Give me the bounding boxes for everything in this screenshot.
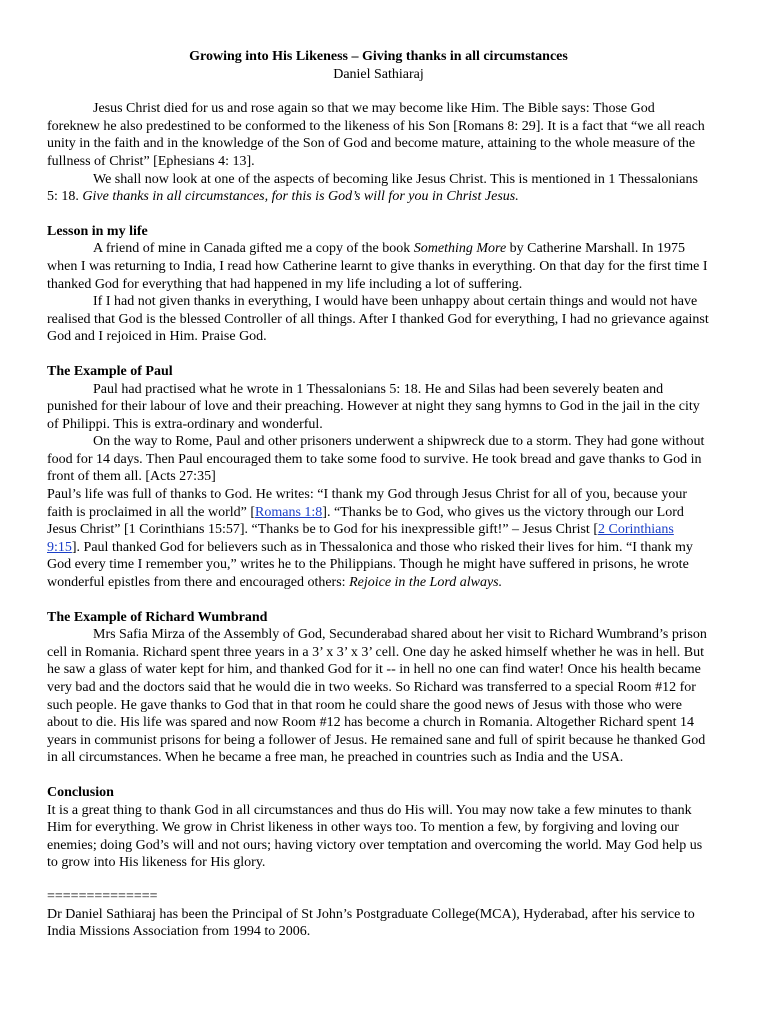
intro-paragraph-2-text: We shall now look at one of the aspects of becoming like Jesus Christ. This is mentioned in 1 Thessalonians 5: 18. [47, 171, 698, 205]
paul-paragraph-3 [47, 486, 710, 592]
document-title: Growing into His Likeness – Giving thanks in all circumstances [189, 49, 568, 64]
wumbrand-heading: The Example of Richard Wumbrand [47, 609, 268, 625]
paul-paragraph-3-part-c: ]. Paul thanked God for believers such as in Thessalonica and those who risked their lives for him. “I thank my God every time I remember you,” writes he to the Philippians. Though he might have suffered in prisons, he wrote wonderful epistles from there and encouraged others: [47, 539, 693, 591]
paul-paragraph-3-part-a: Paul’s life was full of thanks to God. He writes: “I thank my God through Jesus Christ for all of you, because your faith is proclaimed in all the world” [ [47, 487, 688, 520]
footer-separator: ============== [47, 888, 158, 904]
conclusion-paragraph: It is a great thing to thank God in all circumstances and thus do His will. You may now take a few minutes to thank Him for everything. We grow in Christ likeness in other ways too. To mention a few, by forgiving and loving our enemies; doing God’s will and not ours; having victory over temptation and overcoming the world. May God help us to grow into His likeness for His glory. [47, 802, 703, 871]
book-title: Something More [413, 241, 507, 257]
lesson-paragraph-2: If I had not given thanks in everything, I would have been unhappy about certain things and would not have realised that God is the blessed Controller of all things. After I thanked God for everything, I had no grievance against God and I rejoiced in Him. Praise God. [47, 294, 709, 345]
rejoice-quote: Rejoice in the Lord always. [349, 575, 503, 591]
paul-paragraph-2: On the way to Rome, Paul and other prisoners underwent a shipwreck due to a storm. They had gone without food for 14 days. Then Paul encouraged them to take some food to survive. He took bread and gave thanks to God in front of them all. [Acts 27:35] [47, 434, 705, 485]
wumbrand-paragraph: Mrs Safia Mirza of the Assembly of God, Secunderabad shared about her visit to Richard Wumbrand’s prison cell in Romania. Richard spent three years in a 3’ x 3’ x 3’ cell. One day he asked himself whether he was in hell. But he saw a glass of water kept for him, and thanked God for it -- in hell no one can find water! Once his health became very bad and the doctors said that he would die in two weeks. So Richard was transferred to a special Room #12 for such people. He gave thanks to God that in that room he could share the good news of Jesus with those who were about to die. His life was spared and now Room #12 has become a church in Romania. Altogether Richard spent 14 years in communist prisons for being a follower of Jesus. He remained sane and full of spirit because he thanked God in all circumstances. When he became a free man, he preached in countries such as India and the USA. [47, 627, 707, 766]
author-bio: Dr Daniel Sathiaraj has been the Principal of St John’s Postgraduate College(MCA), Hyderabad, after his service to India Missions Association from 1994 to 2006. [47, 906, 695, 940]
lesson-paragraph-1-end: by Catherine Marshall. In 1975 when I was returning to India, I read how Catherine learnt to give thanks in everything. On that day for the first time I thanked God for everything that had happened in my life including a lot of suffering. [47, 241, 708, 292]
conclusion-heading: Conclusion [47, 784, 114, 800]
paul-heading: The Example of Paul [47, 363, 173, 379]
intro-scripture-quote: Give thanks in all circumstances, for this is God’s will for you in Christ Jesus. [82, 189, 519, 205]
lesson-heading: Lesson in my life [47, 223, 148, 239]
paul-paragraph-1: Paul had practised what he wrote in 1 Thessalonians 5: 18. He and Silas had been severely beaten and punished for their labour of love and their preaching. However at night they sang hymns to God in the jail in the city of Philippi. This is extra-ordinary and wonderful. [47, 381, 700, 432]
romans-link[interactable]: Romans 1:8 [255, 504, 323, 520]
intro-paragraph-2 [47, 171, 710, 206]
intro-paragraph-1: Jesus Christ died for us and rose again so that we may become like Him. The Bible says: Those God foreknew he also predestined to be conformed to the likeness of his Son [Romans 8: 29]. It is a fact that “we all reach unity in the faith and in the knowledge of the Son of God and become mature, attaining to the whole measure of the fullness of Christ” [Ephesians 4: 13]. [47, 101, 705, 169]
author-name: Daniel Sathiaraj [333, 66, 424, 82]
lesson-paragraph-1-start: A friend of mine in Canada gifted me a copy of the book [93, 241, 414, 257]
corinthians-link[interactable]: 2 Corinthians 9:15 [47, 522, 674, 555]
paul-paragraph-3-part-b: ]. “Thanks be to God, who gives us the victory through our Lord Jesus Christ” [1 Corinthians 15:57]. “Thanks be to God for his inexpressible gift!” – Jesus Christ [ [47, 504, 684, 538]
lesson-paragraph-1 [47, 240, 710, 293]
